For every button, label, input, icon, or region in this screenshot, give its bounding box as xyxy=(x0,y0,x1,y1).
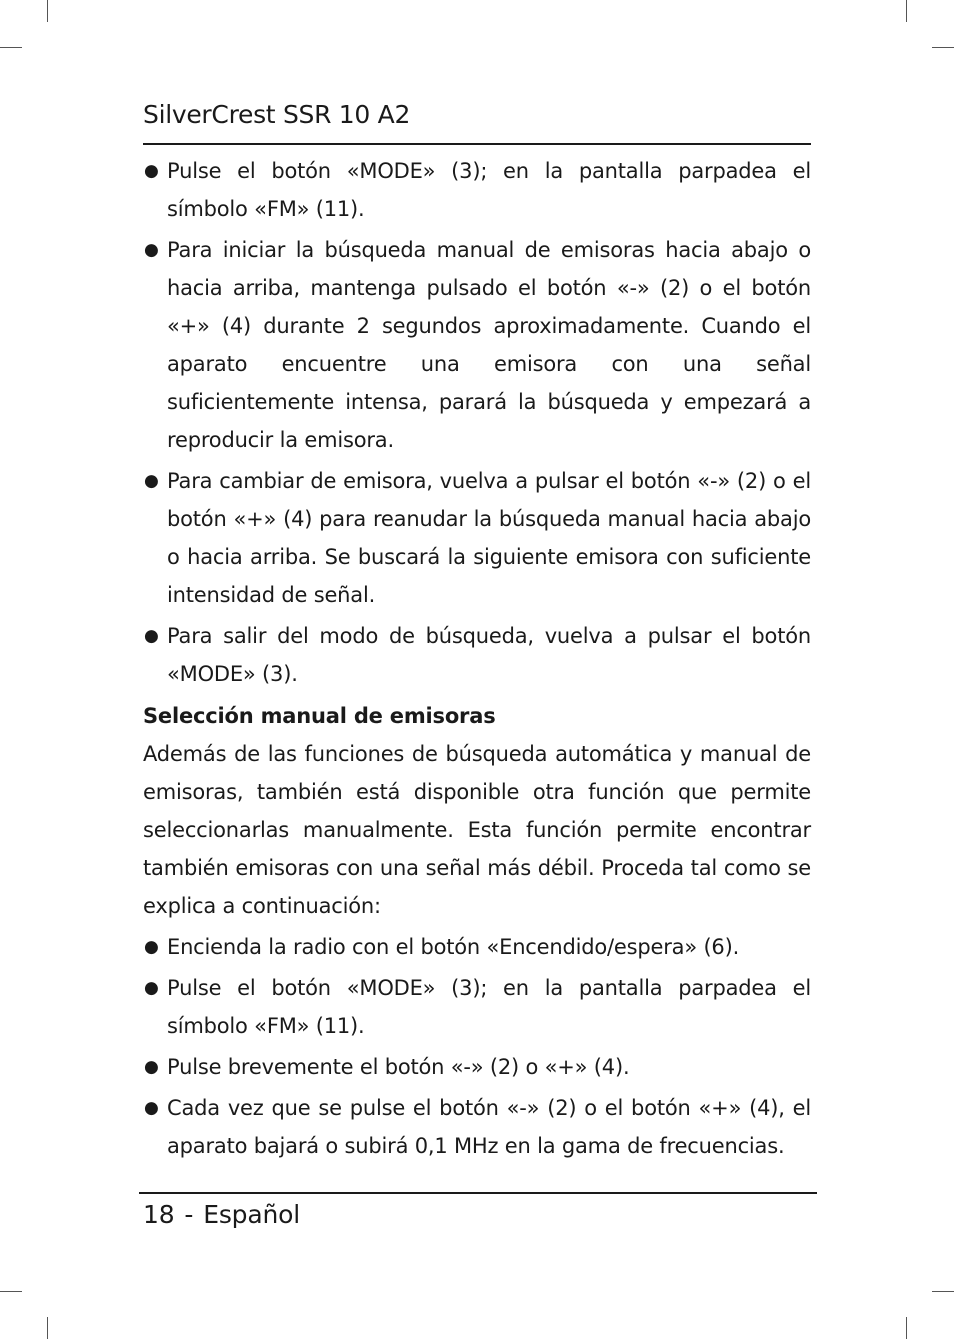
instruction-list-top xyxy=(143,152,811,693)
list-item xyxy=(143,928,811,966)
page-content xyxy=(143,152,811,1168)
crop-mark-bottom-left-h xyxy=(0,1291,22,1292)
crop-mark-top-left-h xyxy=(0,47,22,48)
instruction-list-bottom xyxy=(143,928,811,1165)
footer-rule xyxy=(139,1192,817,1194)
header-rule xyxy=(143,143,811,145)
page-footer xyxy=(143,1200,300,1229)
crop-mark-top-left xyxy=(47,0,48,22)
list-item-text: Para cambiar de emisora, vuelva a pulsar el botón «-» (2) o el botón «+» (4) para reanudar la búsqueda manual hacia abajo o hacia arriba. Se buscará la siguiente emisora con suficiente intensidad de señal. xyxy=(167,469,811,607)
list-item xyxy=(143,617,811,693)
bullet-icon: ● xyxy=(144,471,159,491)
section-paragraph: Además de las funciones de búsqueda automática y manual de emisoras, también está disponible otra función que permite seleccionarlas manualmente. Esta función permite encontrar también emisoras con una señal más débil. Proceda tal como se explica a continuación: xyxy=(143,742,811,918)
bullet-icon: ● xyxy=(144,978,159,998)
list-item-text: Encienda la radio con el botón «Encendido/espera» (6). xyxy=(167,935,740,959)
list-item xyxy=(143,969,811,1045)
bullet-icon: ● xyxy=(144,626,159,646)
list-item-text: Pulse brevemente el botón «-» (2) o «+» (4). xyxy=(167,1055,630,1079)
bullet-icon: ● xyxy=(144,1098,159,1118)
list-item xyxy=(143,152,811,228)
crop-mark-bottom-right-h xyxy=(932,1291,954,1292)
list-item-text: Pulse el botón «MODE» (3); en la pantalla parpadea el símbolo «FM» (11). xyxy=(167,159,811,221)
footer-separator: - xyxy=(184,1200,194,1229)
crop-mark-top-right xyxy=(906,0,907,22)
bullet-icon: ● xyxy=(144,240,159,260)
bullet-icon: ● xyxy=(144,1057,159,1077)
list-item xyxy=(143,1089,811,1165)
bullet-icon: ● xyxy=(144,937,159,957)
list-item xyxy=(143,1048,811,1086)
crop-mark-bottom-left xyxy=(47,1317,48,1339)
list-item xyxy=(143,231,811,459)
page-header-title: SilverCrest SSR 10 A2 xyxy=(143,100,411,129)
list-item-text: Pulse el botón «MODE» (3); en la pantalla parpadea el símbolo «FM» (11). xyxy=(167,976,811,1038)
page-number: 18 xyxy=(143,1200,175,1229)
list-item xyxy=(143,462,811,614)
crop-mark-top-right-h xyxy=(932,47,954,48)
footer-language: Español xyxy=(203,1200,300,1229)
list-item-text: Para salir del modo de búsqueda, vuelva a pulsar el botón «MODE» (3). xyxy=(167,624,811,686)
bullet-icon: ● xyxy=(144,161,159,181)
list-item-text: Para iniciar la búsqueda manual de emisoras hacia abajo o hacia arriba, mantenga pulsado el botón «-» (2) o el botón «+» (4) durante 2 segundos aproximadamente. Cuando el aparato encuentre una emisora con una señal suficientemente intensa, parará la búsqueda y empezará a reproducir la emisora. xyxy=(167,238,811,452)
section-heading: Selección manual de emisoras xyxy=(143,704,496,728)
crop-mark-bottom-right xyxy=(906,1317,907,1339)
list-item-text: Cada vez que se pulse el botón «-» (2) o el botón «+» (4), el aparato bajará o subirá 0,1 MHz en la gama de frecuencias. xyxy=(167,1096,811,1158)
